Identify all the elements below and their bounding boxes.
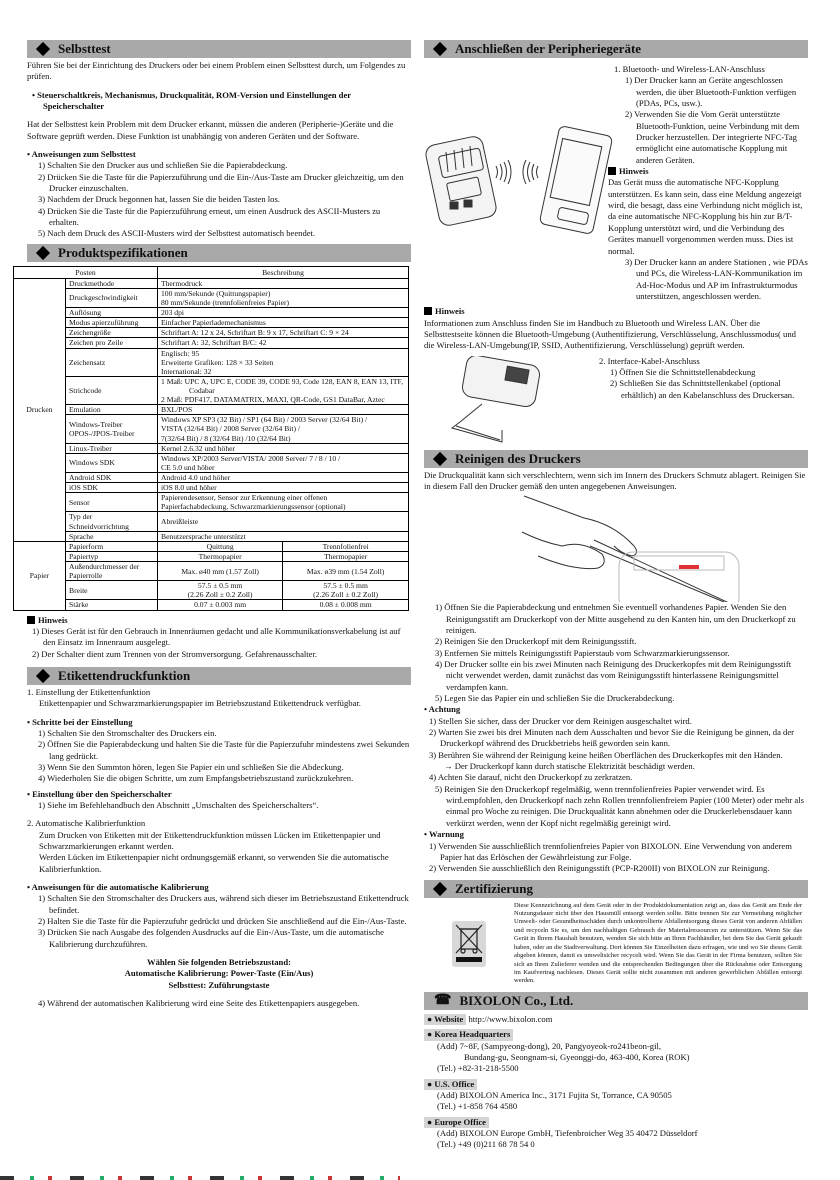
spec-group-print: Drucken bbox=[14, 278, 66, 541]
nfc-hint-heading: Hinweis bbox=[608, 166, 808, 177]
spec-row bbox=[14, 453, 409, 472]
office-label: ● Korea Headquarters bbox=[424, 1029, 513, 1040]
spec-row bbox=[14, 473, 409, 483]
diamond-icon bbox=[36, 42, 50, 56]
spec-item: Auflösung bbox=[66, 308, 158, 318]
left-column bbox=[27, 40, 411, 1010]
spec-value-line: 0.07 ± 0.003 mm bbox=[194, 600, 247, 610]
spec-desc-line: Benutzersprache unterstützt bbox=[161, 531, 246, 541]
diamond-icon bbox=[36, 669, 50, 683]
printer-cable-icon bbox=[424, 356, 599, 446]
label-step: 1) Schalten Sie den Stromschalter des Druckers ein. bbox=[38, 727, 217, 738]
spec-value-line: (2.26 Zoll ± 0.2 Zoll) bbox=[313, 590, 379, 600]
warning-step: 1) Verwenden Sie ausschließlich trennfolienfreies Papier von BIXOLON. Eine Verwendung von anderem Papier hat das Erlöschen der Gewährleistung zur Folge. bbox=[429, 840, 792, 862]
caution-step: 5) Reinigen Sie den Druckerkopf regelmäßig, wenn trennfolienfreies Papier verwendet wird. Es wird.empfohlen, den Druckerkopf nach zehn Rollen trennfolienfreiem Papier (100 Meter) oder mehr als einmal pro Woche zu reinigen. Die Druckqualität kann abnehmen oder die Druckerlebensdauer kann verkürzt werden, wenn der Kopf nicht regelmäßig gereinigt wird. bbox=[435, 783, 804, 828]
spec-row bbox=[14, 348, 409, 376]
spec-item: Windows SDK bbox=[66, 453, 158, 472]
clean-step: 2) Reinigen Sie den Druckerkopf mit dem Reinigungsstift. bbox=[435, 636, 637, 647]
section-header-selbsttest: Selbsttest bbox=[27, 40, 411, 58]
spec-desc-line: 100 mm/Sekunde (Quittungspapier) bbox=[161, 288, 271, 298]
diamond-icon bbox=[433, 452, 447, 466]
office-label: ● Europe Office bbox=[424, 1117, 489, 1128]
cable-block bbox=[424, 356, 808, 446]
note-icon bbox=[424, 307, 432, 315]
spec-row bbox=[14, 308, 409, 318]
label-calib-step: 2) Halten Sie die Taste für die Papierzufuhr gedrückt und drücken Sie anschließend auf die Ein-/Aus-Taste. bbox=[38, 916, 407, 927]
spec-item: Papierform bbox=[66, 541, 158, 551]
label-mode-line: Automatische Kalibrierung: Power-Taste (Ein/Aus) bbox=[124, 968, 314, 979]
spec-desc-line: Thermodruck bbox=[161, 278, 203, 288]
spec-value-line: 57.5 ± 0.5 mm bbox=[197, 581, 243, 591]
bt-step: 2) Verwenden Sie die Vom Gerät unterstützte Bluetooth-Funktion, ueine Verbindung mit dem Drucker herzustellen. Der integrierte NFC-Tag ermöglicht eine automatische Kopplung mit anderen Geräten. bbox=[625, 109, 800, 165]
office-tel: (Tel.) +49 (0)211 68 78 54 0 bbox=[437, 1139, 535, 1150]
spec-desc-line: iOS 8.0 und höher bbox=[161, 483, 217, 493]
caution-step: 2) Warten Sie zwei bis drei Minuten nach dem Ausschalten und bevor Sie die Reinigung be ginnen, da der Druckerkopf während des Druckbetriebs heiß geworden sein kann. bbox=[429, 727, 795, 749]
section-header-spec: Produktspezifikationen bbox=[27, 244, 411, 262]
spec-desc-line: Papierendesensor, Sensor zur Erkennung einer offenen bbox=[161, 493, 328, 503]
warning-step: 2) Verwenden Sie ausschließlich den Reinigungsstift (PCP-R200II) von BIXOLON zur Reinigung. bbox=[429, 863, 770, 874]
print-head-highlight bbox=[679, 565, 699, 569]
label-calib-step: 1) Schalten Sie den Stromschalter des Druckers aus, während sich dieser im Betriebszustand Etikettendruck befindet. bbox=[38, 893, 409, 915]
spec-row bbox=[14, 376, 409, 404]
label-mode-line: Selbsttest: Zuführungstaste bbox=[168, 979, 270, 990]
cable-step: 2) Schließen Sie das Schnittstellenkabel (optional erhältlich) an den Kabelanschluss des Druckersan. bbox=[610, 378, 795, 400]
spec-item: Strichcode bbox=[66, 376, 158, 404]
spec-item: Stärke bbox=[66, 600, 158, 610]
spec-desc-line: Englisch: 95 bbox=[161, 348, 200, 358]
spec-item: Druckmethode bbox=[66, 278, 158, 288]
office-europe bbox=[424, 1117, 808, 1151]
label-step: 2) Öffnen Sie die Papierabdeckung und halten Sie die Taste für die Papierzufuhr mindestens zwei Sekunden lang gedrückt. bbox=[38, 739, 410, 761]
col-header-desc: Beschreibung bbox=[158, 266, 409, 278]
label-calib-step4: 4) Während der automatischen Kalibrierung wird eine Seite des Etikettenpapiers ausgegeben. bbox=[38, 998, 360, 1009]
spec-desc-line: Windows XP/2003 Server/VISTA/ 2008 Server/ 7 / 8 / 10 / bbox=[161, 453, 341, 463]
label-s2-text1: Zum Drucken von Etiketten mit der Etikettendruckfunktion müssen Lücken im Etikettenpapier und Schwarzmarkierungen erkannt werden. bbox=[39, 829, 381, 852]
diamond-icon bbox=[433, 42, 447, 56]
label-s1-title: 1. Einstellung der Etikettenfunktion bbox=[27, 686, 151, 697]
spec-desc-line: CE 5.0 und höher bbox=[161, 462, 215, 472]
spec-desc-line: BXL/POS bbox=[161, 405, 193, 415]
spec-desc-line: Einfacher Papierlademechanismus bbox=[161, 318, 266, 328]
spec-item: Windows-Treiber OPOS-/JPOS-Treiber bbox=[66, 415, 158, 443]
spec-paper-value-a bbox=[158, 541, 283, 551]
label-s1-text: Etikettenpapier und Schwarzmarkierungspapier im Betriebszustand Etikettendruck verfügbar. bbox=[39, 698, 361, 709]
spec-row bbox=[14, 600, 409, 610]
selbsttest-step: 1) Schalten Sie den Drucker aus und schließen Sie die Papierabdeckung. bbox=[38, 160, 288, 171]
spec-value-line: 57.5 ± 0.5 mm bbox=[323, 581, 368, 591]
cert-text: Diese Kennzeichnung auf dem Gerät oder in der Produktdokumentation zeigt an, dass das Gerät am Ende der Nutzungsdauer nicht über den Hausmüll entsorgt werden sollte. Bitte trennen Sie zur Vermeidung möglicher Umwelt- oder Gesundheitsschäden durch unkontrollierte Abfallentsorgung dieses Gerät von anderen Abfällen und recyceln Sie es, um den nachhaltigen Gebrauch der Materialressourcen zu unterstützen. Wenn Sie das Gerät in Ihrem Haushalt benutzen, wenden Sie sich bitte an Ihren Fachhändler, bei dem Sie das Gerät gekauft haben, oder an die Stadtverwaltung. Dort können Sie Einzelheiten dazu erfragen, wie und wo Sie dieses Gerät abgeben können, damit es umweltsicher recycelt wird. Wenn Sie das Gerät in der Firma benutzen, sollten Sie sich an Ihren Zulieferer wenden und die entsprechenden Bedingungen über die Rücknahme oder Entsorgung im Kaufvertrag nachlesen. Dieses Gerät sollte nicht zusammen mit anderen gewerblichen Abfällen entsorgt werden. bbox=[514, 901, 802, 985]
label-step: 4) Wiederholen Sie die obigen Schritte, um zum Empfangsbetriebszustand zurückzukehren. bbox=[38, 773, 354, 784]
hand-cleaning-pen-icon bbox=[424, 492, 808, 602]
label-step: 3) Wenn Sie den Summton hören, legen Sie Papier ein und schließen Sie die Abdeckung. bbox=[38, 761, 344, 772]
caution-heading: • Achtung bbox=[424, 704, 461, 715]
caution-step: 3) Berühren Sie während der Reinigung keine heißen Oberflächen des Druckerkopfes mit den Händen. bbox=[429, 749, 783, 760]
note-icon bbox=[27, 616, 35, 624]
spec-item: Linux-Treiber bbox=[66, 443, 158, 453]
label-memsw-step: 1) Siehe im Befehlehandbuch den Abschnitt „Umschalten des Speicherschalters“. bbox=[38, 800, 319, 810]
spec-desc bbox=[158, 308, 409, 318]
spec-row bbox=[14, 328, 409, 338]
section-header-label: Etikettendruckfunktion bbox=[27, 667, 411, 685]
printer-pda-illustration bbox=[424, 60, 614, 300]
spec-item: Außendurchmesser der Papierrolle bbox=[66, 561, 158, 580]
caution-step: 4) Achten Sie darauf, nicht den Druckerkopf zu zerkratzen. bbox=[429, 772, 633, 783]
spec-value-line: 0.08 ± 0.008 mm bbox=[319, 600, 372, 610]
spec-desc bbox=[158, 415, 409, 443]
spec-desc bbox=[158, 493, 409, 512]
spec-desc bbox=[158, 453, 409, 472]
office-address: (Add) 7~8F, (Sampyeong-dong), 20, Pangyoyeok-ro241beon-gil, bbox=[437, 1040, 662, 1051]
office-tel: (Tel.) +82-31-218-5500 bbox=[437, 1063, 519, 1074]
spec-desc bbox=[158, 443, 409, 453]
printer-wireless-pda-icon bbox=[424, 60, 614, 300]
spec-paper-value-b bbox=[283, 581, 409, 600]
spec-desc-line: Schriftart A: 12 x 24, Schriftart B: 9 x 17, Schriftart C: 9 × 24 bbox=[161, 328, 349, 338]
website-row bbox=[424, 1014, 808, 1025]
office-korea bbox=[424, 1029, 808, 1074]
spec-item: Sensor bbox=[66, 493, 158, 512]
spec-item: Zeichengröße bbox=[66, 328, 158, 338]
spec-value-line: (2.26 Zoll ± 0.2 Zoll) bbox=[187, 590, 253, 600]
spec-item: Modus apierzuführung bbox=[66, 318, 158, 328]
spec-paper-value-a bbox=[158, 561, 283, 580]
spec-desc-line: 203 dpi bbox=[161, 308, 184, 318]
diamond-icon bbox=[433, 881, 447, 895]
spec-value-line: Quittung bbox=[206, 541, 234, 551]
spec-item: Druckgeschwindigkeit bbox=[66, 288, 158, 307]
spec-desc-line: 2 Maß: PDF417, DATAMATRIX, MAXI, QR-Code, GS1 DataBar, Aztec bbox=[161, 395, 385, 405]
clean-step: 1) Öffnen Sie die Papierabdeckung und entnehmen Sie eventuell vorhandenes Papier. Wenden Sie den Reinigungsstift am Druckerkopf von der Mitte ausgehend zu den Kanten hin, um den Druckerkopf zu reinigen. bbox=[435, 602, 796, 635]
spec-desc bbox=[158, 512, 409, 531]
clean-step: 5) Legen Sie das Papier ein und schließen Sie die Druckerabdeckung. bbox=[435, 693, 675, 704]
bt-title: 1. Bluetooth- und Wireless-LAN-Anschluss bbox=[614, 64, 765, 74]
label-memsw-heading: • Einstellung über den Speicherschalter bbox=[27, 788, 172, 799]
office-label: ● U.S. Office bbox=[424, 1079, 477, 1090]
office-address: Bundang-gu, Seongnam-si, Gyeonggi-do, 463-400, Korea (ROK) bbox=[464, 1051, 690, 1062]
cable-title: 2. Interface-Kabel-Anschluss bbox=[599, 355, 700, 366]
spec-row bbox=[14, 415, 409, 443]
selbsttest-instr-heading: • Anweisungen zum Selbsttest bbox=[27, 149, 136, 160]
spec-value-line: Max. ø40 mm (1.57 Zoll) bbox=[181, 566, 259, 576]
section-header-cert: Zertifizierung bbox=[424, 880, 808, 898]
spec-desc-line: Erweiterte Grafiken: 128 × 33 Seiten bbox=[161, 357, 274, 367]
weee-icon-wrap bbox=[424, 902, 514, 986]
spec-row bbox=[14, 483, 409, 493]
caution-step: 1) Stellen Sie sicher, dass der Drucker vor dem Reinigen ausgeschaltet wird. bbox=[429, 715, 692, 726]
clean-step: 4) Der Drucker sollte ein bis zwei Minuten nach Reinigung des Druckerkopfes mit dem Reinigungsstift nicht verwendet werden, damit zunächst das vom Reinigungsstift hinterlassene Reinigungsmittel verdampfen kann. bbox=[435, 659, 792, 692]
clean-intro: Die Druckqualität kann sich verschlechtern, wenn sich im Innern des Druckers Schmutz ablagert. Reinigen Sie in diesem Fall den Drucker gemäß den unten angegebenen Anweisungen. bbox=[424, 469, 806, 491]
label-s2-text2: Werden Lücken im Etikettenpapier nicht ordnungsgemäß erkannt, so verwenden Sie die automatische Kalibrierfunktion. bbox=[39, 852, 389, 874]
spec-item: Zeichensatz bbox=[66, 348, 158, 376]
spec-row bbox=[14, 581, 409, 600]
spec-row bbox=[14, 561, 409, 580]
spec-desc-line: Abreißleiste bbox=[161, 516, 199, 526]
section-header-clean: Reinigen des Druckers bbox=[424, 450, 808, 468]
spec-row bbox=[14, 405, 409, 415]
selbsttest-step: 4) Drücken Sie die Taste für die Papierzuführung erneut, um einen Ausdruck des ASCII-Musters zu erhalten. bbox=[38, 205, 381, 228]
spec-row bbox=[14, 541, 409, 551]
spec-table-header bbox=[14, 266, 409, 278]
spec-item: Emulation bbox=[66, 405, 158, 415]
weee-bin-crossed-icon bbox=[452, 921, 486, 967]
spec-desc bbox=[158, 318, 409, 328]
label-steps-heading: • Schritte bei der Einstellung bbox=[27, 716, 133, 727]
section-header-company: ☎ BIXOLON Co., Ltd. bbox=[424, 992, 808, 1010]
spec-desc-line: International: 32 bbox=[161, 366, 212, 376]
spec-item: Sprache bbox=[66, 531, 158, 541]
selbsttest-intro: Führen Sie bei der Einrichtung des Druckers oder bei einem Problem einen Selbsttest durch, um Folgendes zu prüfen. bbox=[27, 60, 406, 82]
spec-row bbox=[14, 318, 409, 328]
periph-bt-block bbox=[424, 60, 808, 302]
cable-step: 1) Öffnen Sie die Schnittstellenabdeckung bbox=[610, 366, 756, 377]
bt-step: 1) Der Drucker kann an Geräte angeschlossen werden, die über Bluetooth-Funktion verfügen (PDAs, PCs, usw.). bbox=[625, 75, 797, 109]
spec-item: Zeichen pro Zeile bbox=[66, 338, 158, 348]
spec-item: Breite bbox=[66, 581, 158, 600]
label-s2-title: 2. Automatische Kalibrierfunktion bbox=[27, 818, 146, 829]
spec-paper-value-b bbox=[283, 561, 409, 580]
spec-item: iOS SDK bbox=[66, 483, 158, 493]
spec-value-line: Thermopapier bbox=[324, 551, 368, 561]
spec-desc-line: Kernel 2.6.32 und höher bbox=[161, 443, 236, 453]
spec-value-line: Max. ø39 mm (1.54 Zoll) bbox=[306, 566, 385, 576]
spec-desc bbox=[158, 348, 409, 376]
spec-group-paper: Papier bbox=[14, 541, 66, 610]
spec-desc bbox=[158, 473, 409, 483]
diamond-icon bbox=[36, 246, 50, 260]
bottom-artifact-strip bbox=[0, 1176, 400, 1180]
spec-row bbox=[14, 551, 409, 561]
spec-desc-line: Schriftart A: 32, Schriftart B/C: 42 bbox=[161, 338, 267, 348]
spec-hint-heading: Hinweis bbox=[27, 615, 411, 626]
spec-value-line: Thermopapier bbox=[198, 551, 242, 561]
spec-table bbox=[13, 266, 409, 611]
cleaning-illustration bbox=[424, 492, 808, 602]
label-calib-step: 3) Drücken Sie nach Ausgabe des folgenden Ausdrucks auf die Ein-/Aus-Taste, um die automatische Kalibrierung durchzuführen. bbox=[38, 927, 384, 949]
spec-desc bbox=[158, 338, 409, 348]
spec-desc-line: 7(32/64 Bit) / 8 (32/64 Bit) /10 (32/64 Bit) bbox=[161, 433, 291, 443]
selbsttest-note: Hat der Selbsttest kein Problem mit dem Drucker erkannt, müssen die anderen (Peripherie-)Geräte und die Software geprüft werden. Diese Funktion ist unabhängig von anderen Geräten und der Software. bbox=[27, 119, 394, 141]
selbsttest-step: 3) Nachdem der Druck begonnen hat, lassen Sie die beiden Tasten los. bbox=[38, 194, 280, 205]
cable-illustration bbox=[424, 356, 599, 446]
contact-block bbox=[424, 1014, 808, 1151]
office-us bbox=[424, 1079, 808, 1113]
bt-text bbox=[608, 60, 808, 302]
spec-paper-value-b bbox=[283, 600, 409, 610]
selbsttest-step: 2) Drücken Sie die Taste für die Papierzuführung und die Ein-/Aus-Taste am Drucker gleichzeitig, um den Drucker einzuschalten. bbox=[38, 171, 404, 194]
col-header-item: Posten bbox=[14, 266, 158, 278]
spec-row bbox=[14, 443, 409, 453]
spec-value-line: Trennfolienfrei bbox=[322, 541, 369, 551]
caution-arrow-note: → Der Druckerkopf kann durch statische Elektrizität beschädigt werden. bbox=[444, 761, 695, 772]
cable-text bbox=[599, 356, 808, 446]
spec-desc-line: Papierfachabdeckung, Schwarzmarkierungssensor (optional) bbox=[161, 502, 346, 512]
nfc-hint: Das Gerät muss die automatische NFC-Kopplung unterstützen. Es kann sein, dass eine Meldung angezeigt wird, die besagt, dass eine Verbindung nicht möglich ist, da eine automatische NFC-Kopplung bis hin zur B/T-Kopplung unterstützt wird, und die Verbindung des Gerätes manuell vorgenommen werden muss. Dies ist normal. bbox=[608, 177, 803, 256]
spec-row bbox=[14, 338, 409, 348]
clean-step: 3) Entfernen Sie mittels Reinigungsstift Papierstaub vom Schwarzmarkierungssensor. bbox=[435, 647, 730, 658]
spec-desc-line: Android 4.0 und höher bbox=[161, 473, 231, 482]
spec-paper-value-a bbox=[158, 551, 283, 561]
spec-paper-value-a bbox=[158, 600, 283, 610]
website-label: ● Website bbox=[424, 1014, 466, 1025]
spec-desc bbox=[158, 376, 409, 404]
spec-row bbox=[14, 278, 409, 288]
spec-item: Papiertyp bbox=[66, 551, 158, 561]
spec-hint: 1) Dieses Gerät ist für den Gebrauch in Innenräumen gedacht und alle Kommunikationsverkabelung ist auf den Einsatz im Innenraum ausgelegt. bbox=[32, 625, 401, 648]
spec-desc-line: Windows XP SP3 (32 Bit) / SP1 (64 Bit) / 2003 Server (32/64 Bit) / bbox=[161, 415, 368, 425]
bt-step: 3) Der Drucker kann an andere Stationen , wie PDAs und PCs, die Wireless-LAN-Kommunikation im Ad-Hoc-Modus und AP im Infrastrukturmodus unterstützen, angeschlossen werden. bbox=[625, 256, 808, 301]
spec-desc bbox=[158, 288, 409, 307]
selbsttest-step: 5) Nach dem Druck des ASCII-Musters wird der Selbsttest automatisch beendet. bbox=[38, 228, 316, 239]
right-column bbox=[424, 40, 808, 1151]
spec-item: Android SDK bbox=[66, 473, 158, 483]
office-tel: (Tel.) +1-858 764 4580 bbox=[437, 1101, 518, 1112]
label-calib-heading: • Anweisungen für die automatische Kalibrierung bbox=[27, 882, 209, 893]
spec-desc-line: VISTA (32/64 Bit) / 2008 Server (32/64 Bit) / bbox=[161, 424, 301, 434]
section-header-periph: Anschließen der Peripheriegeräte bbox=[424, 40, 808, 58]
spec-paper-value-b bbox=[283, 541, 409, 551]
label-mode-line: Wählen Sie folgenden Betriebszustand: bbox=[147, 957, 291, 968]
warning-heading: • Warnung bbox=[424, 829, 464, 840]
office-address: (Add) BIXOLON Europe GmbH, Tiefenbroicher Weg 35 40472 Düsseldorf bbox=[437, 1128, 698, 1138]
spec-row bbox=[14, 531, 409, 541]
cert-block bbox=[424, 902, 808, 986]
spec-desc bbox=[158, 328, 409, 338]
spec-desc bbox=[158, 483, 409, 493]
spec-desc bbox=[158, 405, 409, 415]
spec-paper-value-b bbox=[283, 551, 409, 561]
spec-desc bbox=[158, 278, 409, 288]
telephone-icon: ☎ bbox=[434, 992, 452, 1008]
selbsttest-check-heading: • Steuerschaltkreis, Mechanismus, Druckqualität, ROM-Version und Einstellungen der Speicherschalter bbox=[32, 89, 351, 112]
spec-hint: 2) Der Schalter dient zum Trennen von der Stromversorgung. Gefahrenausschalter. bbox=[32, 648, 318, 659]
website-link[interactable]: http://www.bixolon.com bbox=[468, 1013, 553, 1024]
periph-hint: Informationen zum Anschluss finden Sie im Handbuch zu Bluetooth und Wireless LAN. Über die Selbsttestseite können die Bluetooth-Umgebung (Authentifizierung, Verschlüsselung, Anschlussmodus( und die Wireless-LAN-Umgebung(IP, SSID, Authentifizierung, Verschlüsselung) geprüft werden. bbox=[424, 317, 796, 351]
spec-desc bbox=[158, 531, 409, 541]
periph-hint-heading: Hinweis bbox=[424, 306, 808, 317]
spec-item: Typ der Schneidvorrichtung bbox=[66, 512, 158, 531]
spec-row bbox=[14, 288, 409, 307]
spec-paper-value-a bbox=[158, 581, 283, 600]
spec-row bbox=[14, 493, 409, 512]
spec-desc-line: 80 mm/Sekunde (trennfolienfreies Papier) bbox=[161, 298, 289, 308]
spec-row bbox=[14, 512, 409, 531]
office-address: (Add) BIXOLON America Inc., 3171 Fujita St, Torrance, CA 90505 bbox=[437, 1089, 672, 1100]
spec-desc-line: 1 Maß: UPC A, UPC E, CODE 39, CODE 93, Code 128, EAN 8, EAN 13, ITF, Codabar bbox=[161, 376, 403, 396]
